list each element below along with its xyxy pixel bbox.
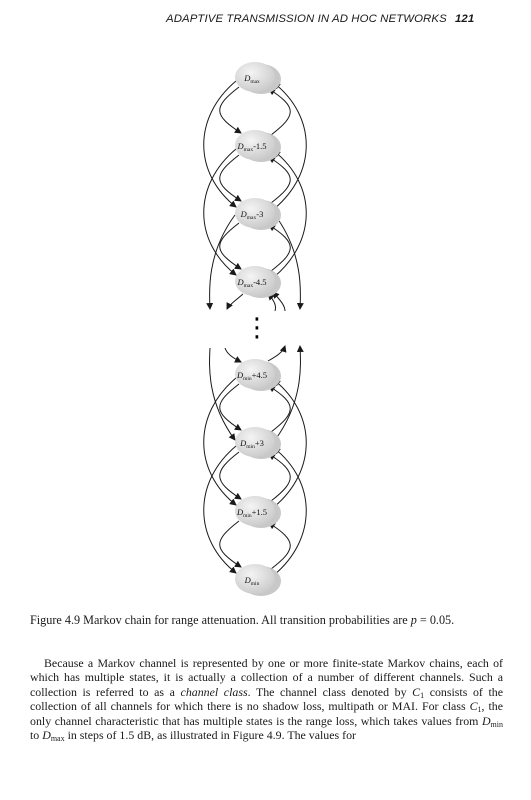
caption-value: = 0.05.	[419, 613, 455, 627]
state-label-symbol: D	[237, 141, 244, 151]
state-label-subscript: min	[250, 581, 260, 587]
symbol-d-min-sub: min	[490, 719, 503, 729]
arrow-down-skip	[204, 446, 236, 573]
state-label-subscript: min	[243, 376, 252, 382]
body-text-4: , the only channel characteristic that has multiple states is the range loss, which takes values from	[30, 699, 503, 728]
symbol-c-2: C	[469, 699, 478, 714]
arrow-in-down	[210, 348, 235, 440]
symbol-c: C	[412, 684, 421, 699]
symbol-d-max-sub: max	[50, 734, 65, 744]
arrow-out-down	[275, 215, 300, 309]
state-node-upper-3	[235, 266, 281, 298]
arrow-in-down	[225, 348, 241, 362]
page-number: 121	[455, 13, 475, 25]
running-title: ADAPTIVE TRANSMISSION IN AD HOC NETWORKS	[166, 13, 447, 25]
symbol-d-max: D	[42, 728, 51, 743]
symbol-c-sub: 1	[420, 690, 425, 700]
body-paragraph	[30, 656, 503, 742]
state-node-body	[235, 62, 275, 92]
ellipsis-dots: ⋮	[244, 313, 270, 343]
symbol-d-min: D	[481, 713, 491, 728]
state-label-subscript: max	[246, 215, 257, 221]
state-label-offset: +1.5	[251, 507, 268, 517]
state-node-lower-0	[235, 359, 281, 391]
arrow-out-down	[227, 294, 243, 309]
state-node-lower-3	[235, 564, 281, 596]
body-text-2: . The channel class denoted by	[247, 684, 413, 699]
state-node-upper-0	[235, 62, 281, 94]
state-label-subscript: min	[246, 444, 255, 450]
arrow-down-skip	[204, 378, 236, 505]
state-node-upper-2	[235, 198, 281, 230]
state-node-upper-1	[235, 130, 281, 162]
state-label-symbol: D	[236, 507, 244, 517]
term-channel-class: channel class	[180, 684, 248, 699]
body-text-1: Because a Markov channel is represented by one or more finite-state Markov chains, each of which has multiple states, it is actually a collection of a number of different channels. Such a collection is referred to as a	[30, 656, 503, 699]
caption-text: Figure 4.9 Markov chain for range attenuation. All transition probabilities are	[30, 613, 411, 627]
arrow-out-up	[268, 346, 285, 361]
state-node-body	[235, 564, 275, 594]
state-node-lower-2	[235, 496, 281, 528]
body-text-5: to	[30, 728, 43, 743]
arrow-down-skip	[204, 149, 236, 275]
state-label-subscript: max	[250, 79, 260, 85]
state-label-offset: -3	[256, 209, 264, 219]
caption-p-symbol: p	[410, 613, 417, 627]
state-label-offset: +4.5	[251, 370, 268, 380]
state-label-offset: -4.5	[253, 277, 267, 287]
state-label-symbol: D	[240, 209, 247, 219]
state-label-symbol: D	[244, 575, 251, 585]
state-label-symbol: D	[237, 277, 244, 287]
body-text-3: consists of the collection of all channels for which there is no shadow loss, multipath or MAI. For class	[30, 684, 504, 714]
arrow-down-skip	[204, 81, 236, 207]
state-node-lower-1	[235, 427, 281, 459]
figure-caption	[30, 613, 510, 628]
state-label-offset: -1.5	[253, 141, 267, 151]
state-label-offset: +3	[254, 438, 264, 448]
state-label-subscript: max	[243, 283, 254, 289]
state-label-subscript: max	[243, 147, 254, 153]
state-label-symbol: D	[244, 73, 251, 83]
arrow-in-up	[273, 292, 285, 311]
body-text-6: in steps of 1.5 dB, as illustrated in Figure 4.9. The values for	[64, 728, 356, 743]
state-label-subscript: min	[243, 513, 252, 519]
symbol-c-sub-2: 1	[477, 705, 482, 715]
state-label-symbol: D	[240, 438, 247, 448]
state-label-symbol: D	[236, 370, 244, 380]
